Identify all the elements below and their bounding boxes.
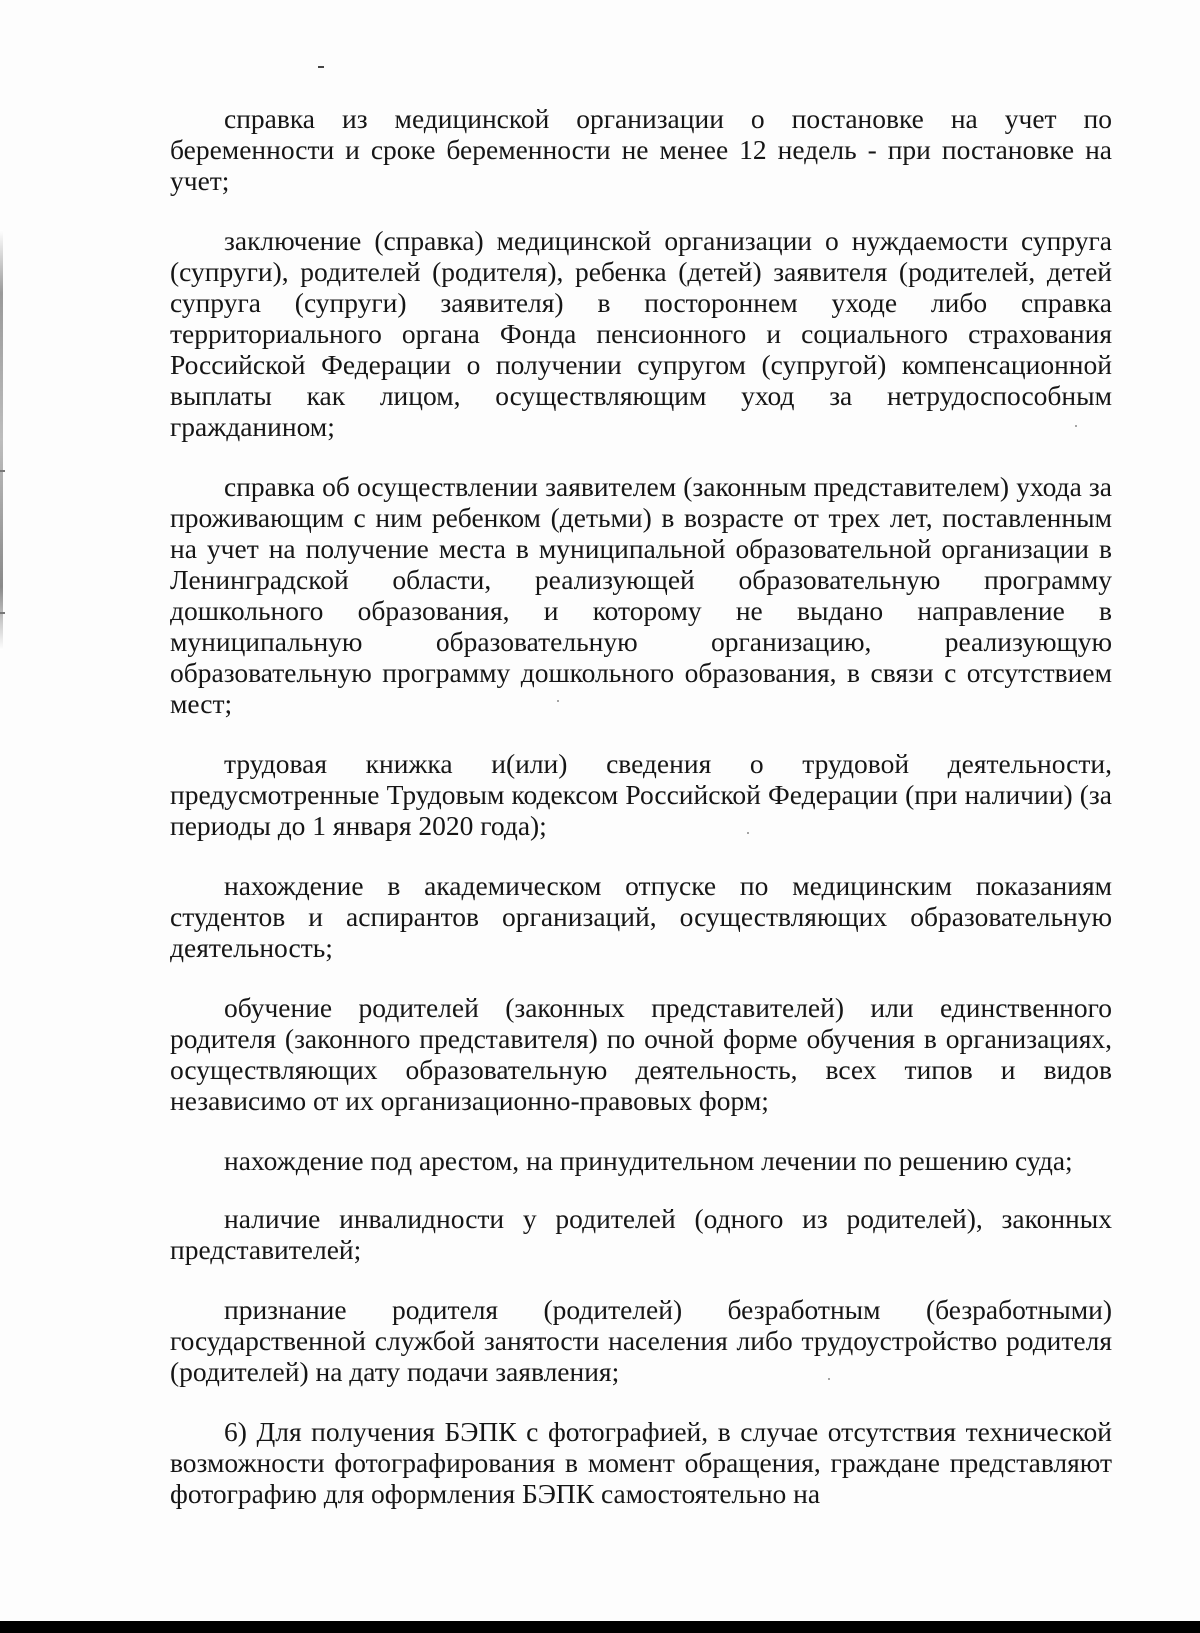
- paragraph-pregnancy-certificate: справка из медицинской организации о постановке на учет по беременности и сроке беременности не менее 12 недель - при постановке на учет;: [170, 103, 1112, 196]
- paragraph-arrest-treatment: нахождение под арестом, на принудительном лечении по решению суда;: [224, 1145, 1073, 1176]
- document-body: [170, 103, 1112, 1538]
- paragraph-employment-record: трудовая книжка и(или) сведения о трудовой деятельности, предусмотренные Трудовым кодексом Российской Федерации (при наличии) (за периоды до 1 января 2020 года);: [170, 748, 1112, 841]
- paragraph-care-need-conclusion: заключение (справка) медицинской организации о нуждаемости супруга (супруги), родителей (родителя), ребенка (детей) заявителя (родителей, детей супруга (супруги) заявителя) в постороннем уходе либо справка территориального органа Фонда пенсионного и социального страхования Российской Федерации о получении супругом (супругой) компенсационной выплаты как лицом, осуществляющим уход за нетрудоспособным гражданином;: [170, 225, 1112, 442]
- scan-edge-mark: [0, 230, 3, 650]
- paragraph-full-time-study: обучение родителей (законных представителей) или единственного родителя (законного представителя) по очной форме обучения в организациях, осуществляющих образовательную деятельность, всех типов и видов независимо от их организационно-правовых форм;: [170, 992, 1112, 1116]
- scan-speck: [318, 66, 324, 68]
- paragraph-photo-requirement: 6) Для получения БЭПК с фотографией, в случае отсутствия технической возможности фотографирования в момент обращения, граждане представляют фотографию для оформления БЭПК самостоятельно на: [170, 1416, 1112, 1509]
- scan-edge-dash: [0, 612, 5, 614]
- scan-bottom-border: [0, 1621, 1200, 1633]
- paragraph-academic-leave: нахождение в академическом отпуске по медицинским показаниям студентов и аспирантов организаций, осуществляющих образовательную деятельность;: [170, 870, 1112, 963]
- scan-edge-dash: [0, 470, 5, 472]
- paragraph-disability: наличие инвалидности у родителей (одного из родителей), законных представителей;: [170, 1203, 1112, 1265]
- paragraph-child-care-certificate: справка об осуществлении заявителем (законным представителем) ухода за проживающим с ним ребенком (детьми) в возрасте от трех лет, поставленным на учет на получение места в муниципальной образовательной организации в Ленинградской области, реализующей образовательную программу дошкольного образования, и которому не выдано направление в муниципальную образовательную организацию, реализующую образовательную программу дошкольного образования, в связи с отсутствием мест;: [170, 471, 1112, 719]
- paragraph-unemployment: признание родителя (родителей) безработным (безработными) государственной службой занятости населения либо трудоустройство родителя (родителей) на дату подачи заявления;: [170, 1294, 1112, 1387]
